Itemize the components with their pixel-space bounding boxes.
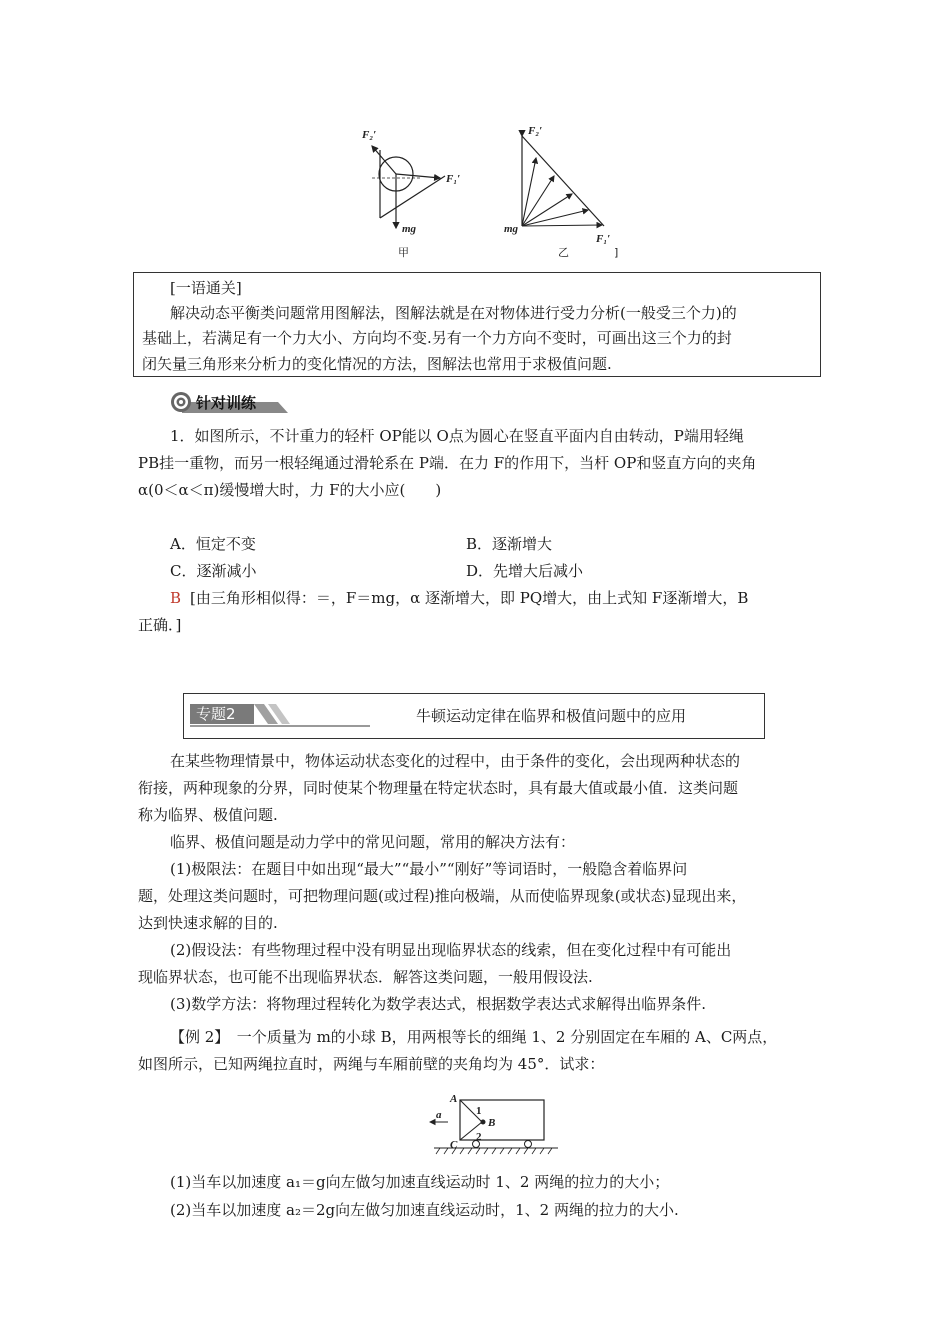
force-diagrams bbox=[350, 118, 640, 268]
q1-option-a: A．恒定不变 bbox=[170, 535, 256, 553]
p2-line: 临界、极值问题是动力学中的常见问题，常用的解决方法有： bbox=[170, 833, 576, 851]
label-rope-1: 1 bbox=[476, 1105, 482, 1117]
label-f2-jia: F₂′ bbox=[362, 129, 377, 141]
summary-title: [一语通关] bbox=[170, 279, 242, 297]
label-A: A bbox=[450, 1093, 458, 1105]
p1-line-3: 称为临界、极值问题. bbox=[138, 806, 278, 824]
p1-line-2: 衔接，两种现象的分界，同时使某个物理量在特定状态时，具有最大值或最小值．这类问题 bbox=[138, 779, 739, 797]
topic-badge-label: 专题2 bbox=[196, 705, 236, 723]
label-f1-jia: F₁′ bbox=[446, 173, 461, 185]
label-mg-jia: mg bbox=[402, 223, 417, 235]
q1-option-d: D．先增大后减小 bbox=[466, 562, 584, 580]
label-a: a bbox=[436, 1109, 442, 1121]
m1-line-2: 题，处理这类问题时，可把物理问题(或过程)推向极端，从而使临界现象(或状态)显现出来， bbox=[138, 887, 747, 905]
label-C: C bbox=[450, 1139, 458, 1151]
m1-line-3: 达到快速求解的目的. bbox=[138, 914, 278, 932]
q1-answer-line-1: [由三角形相似得：＝，F＝mg，α 逐渐增大，即 PQ增大，由上式知 F逐渐增大，B bbox=[190, 589, 749, 607]
m2-line-2: 现临界状态，也可能不出现临界状态．解答这类问题，一般用假设法. bbox=[138, 968, 593, 986]
label-rope-2: 2 bbox=[476, 1131, 482, 1143]
example2-sub-2: (2)当车以加速度 a₂＝2g向左做匀加速直线运动时，1、2 两绳的拉力的大小. bbox=[170, 1201, 679, 1219]
example2-line-2: 如图所示，已知两绳拉直时，两绳与车厢前壁的夹角均为 45°．试求： bbox=[138, 1055, 605, 1073]
caption-jia: 甲 bbox=[398, 246, 409, 259]
example2-line-1: 【例 2】 一个质量为 m的小球 B，用两根等长的细绳 1、2 分别固定在车厢的 A、C两点， bbox=[170, 1028, 778, 1046]
summary-box bbox=[133, 272, 821, 377]
caption-yi: 乙 bbox=[558, 246, 569, 259]
q1-line-2: PB挂一重物，而另一根轻绳通过滑轮系在 P端．在力 F的作用下，当杆 OP和竖直方向的夹角 bbox=[138, 454, 757, 472]
m2-line-1: (2)假设法：有些物理过程中没有明显出现临界状态的线索，但在变化过程中有可能出 bbox=[170, 941, 732, 959]
training-label: 针对训练 bbox=[196, 394, 257, 412]
p1-line-1: 在某些物理情景中，物体运动状态变化的过程中，由于条件的变化，会出现两种状态的 bbox=[170, 752, 741, 770]
q1-option-c: C．逐渐减小 bbox=[170, 562, 257, 580]
q1-option-b: B．逐渐增大 bbox=[466, 535, 553, 553]
q1-answer-line-2: 正确．] bbox=[138, 616, 182, 634]
label-f2-yi: F₂′ bbox=[528, 125, 543, 137]
summary-line-3: 闭矢量三角形来分析力的变化情况的方法，图解法也常用于求极值问题. bbox=[142, 355, 612, 373]
q1-line-3: α(0＜α＜π)缓慢增大时，力 F的大小应( ) bbox=[138, 481, 442, 499]
cart-diagram bbox=[420, 1090, 560, 1160]
label-B: B bbox=[488, 1117, 496, 1129]
m1-line-1: (1)极限法：在题目中如出现“最大”“最小”“刚好”等词语时，一般隐含着临界问 bbox=[170, 860, 688, 878]
bracket-close: ] bbox=[614, 246, 619, 259]
training-badge bbox=[170, 391, 288, 413]
summary-line-2: 基础上，若满足有一个力大小、方向均不变.另有一个力方向不变时，可画出这三个力的封 bbox=[142, 329, 732, 347]
q1-answer-letter: B bbox=[170, 589, 182, 607]
summary-line-1: 解决动态平衡类问题常用图解法，图解法就是在对物体进行受力分析(一般受三个力)的 bbox=[170, 304, 737, 322]
label-f1-yi: F₁′ bbox=[596, 233, 611, 245]
topic-box bbox=[183, 693, 765, 739]
topic-title: 牛顿运动定律在临界和极值问题中的应用 bbox=[416, 707, 687, 725]
label-mg-yi: mg bbox=[504, 223, 519, 235]
q1-line-1: 1．如图所示，不计重力的轻杆 OP能以 O点为圆心在竖直平面内自由转动，P端用轻绳 bbox=[170, 427, 744, 445]
diagram-jia bbox=[361, 129, 460, 259]
m3-line: (3)数学方法：将物理过程转化为数学表达式，根据数学表达式求解得出临界条件. bbox=[170, 995, 707, 1013]
diagram-yi bbox=[504, 125, 618, 259]
example2-sub-1: (1)当车以加速度 a₁＝g向左做匀加速直线运动时 1、2 两绳的拉力的大小； bbox=[170, 1173, 670, 1191]
